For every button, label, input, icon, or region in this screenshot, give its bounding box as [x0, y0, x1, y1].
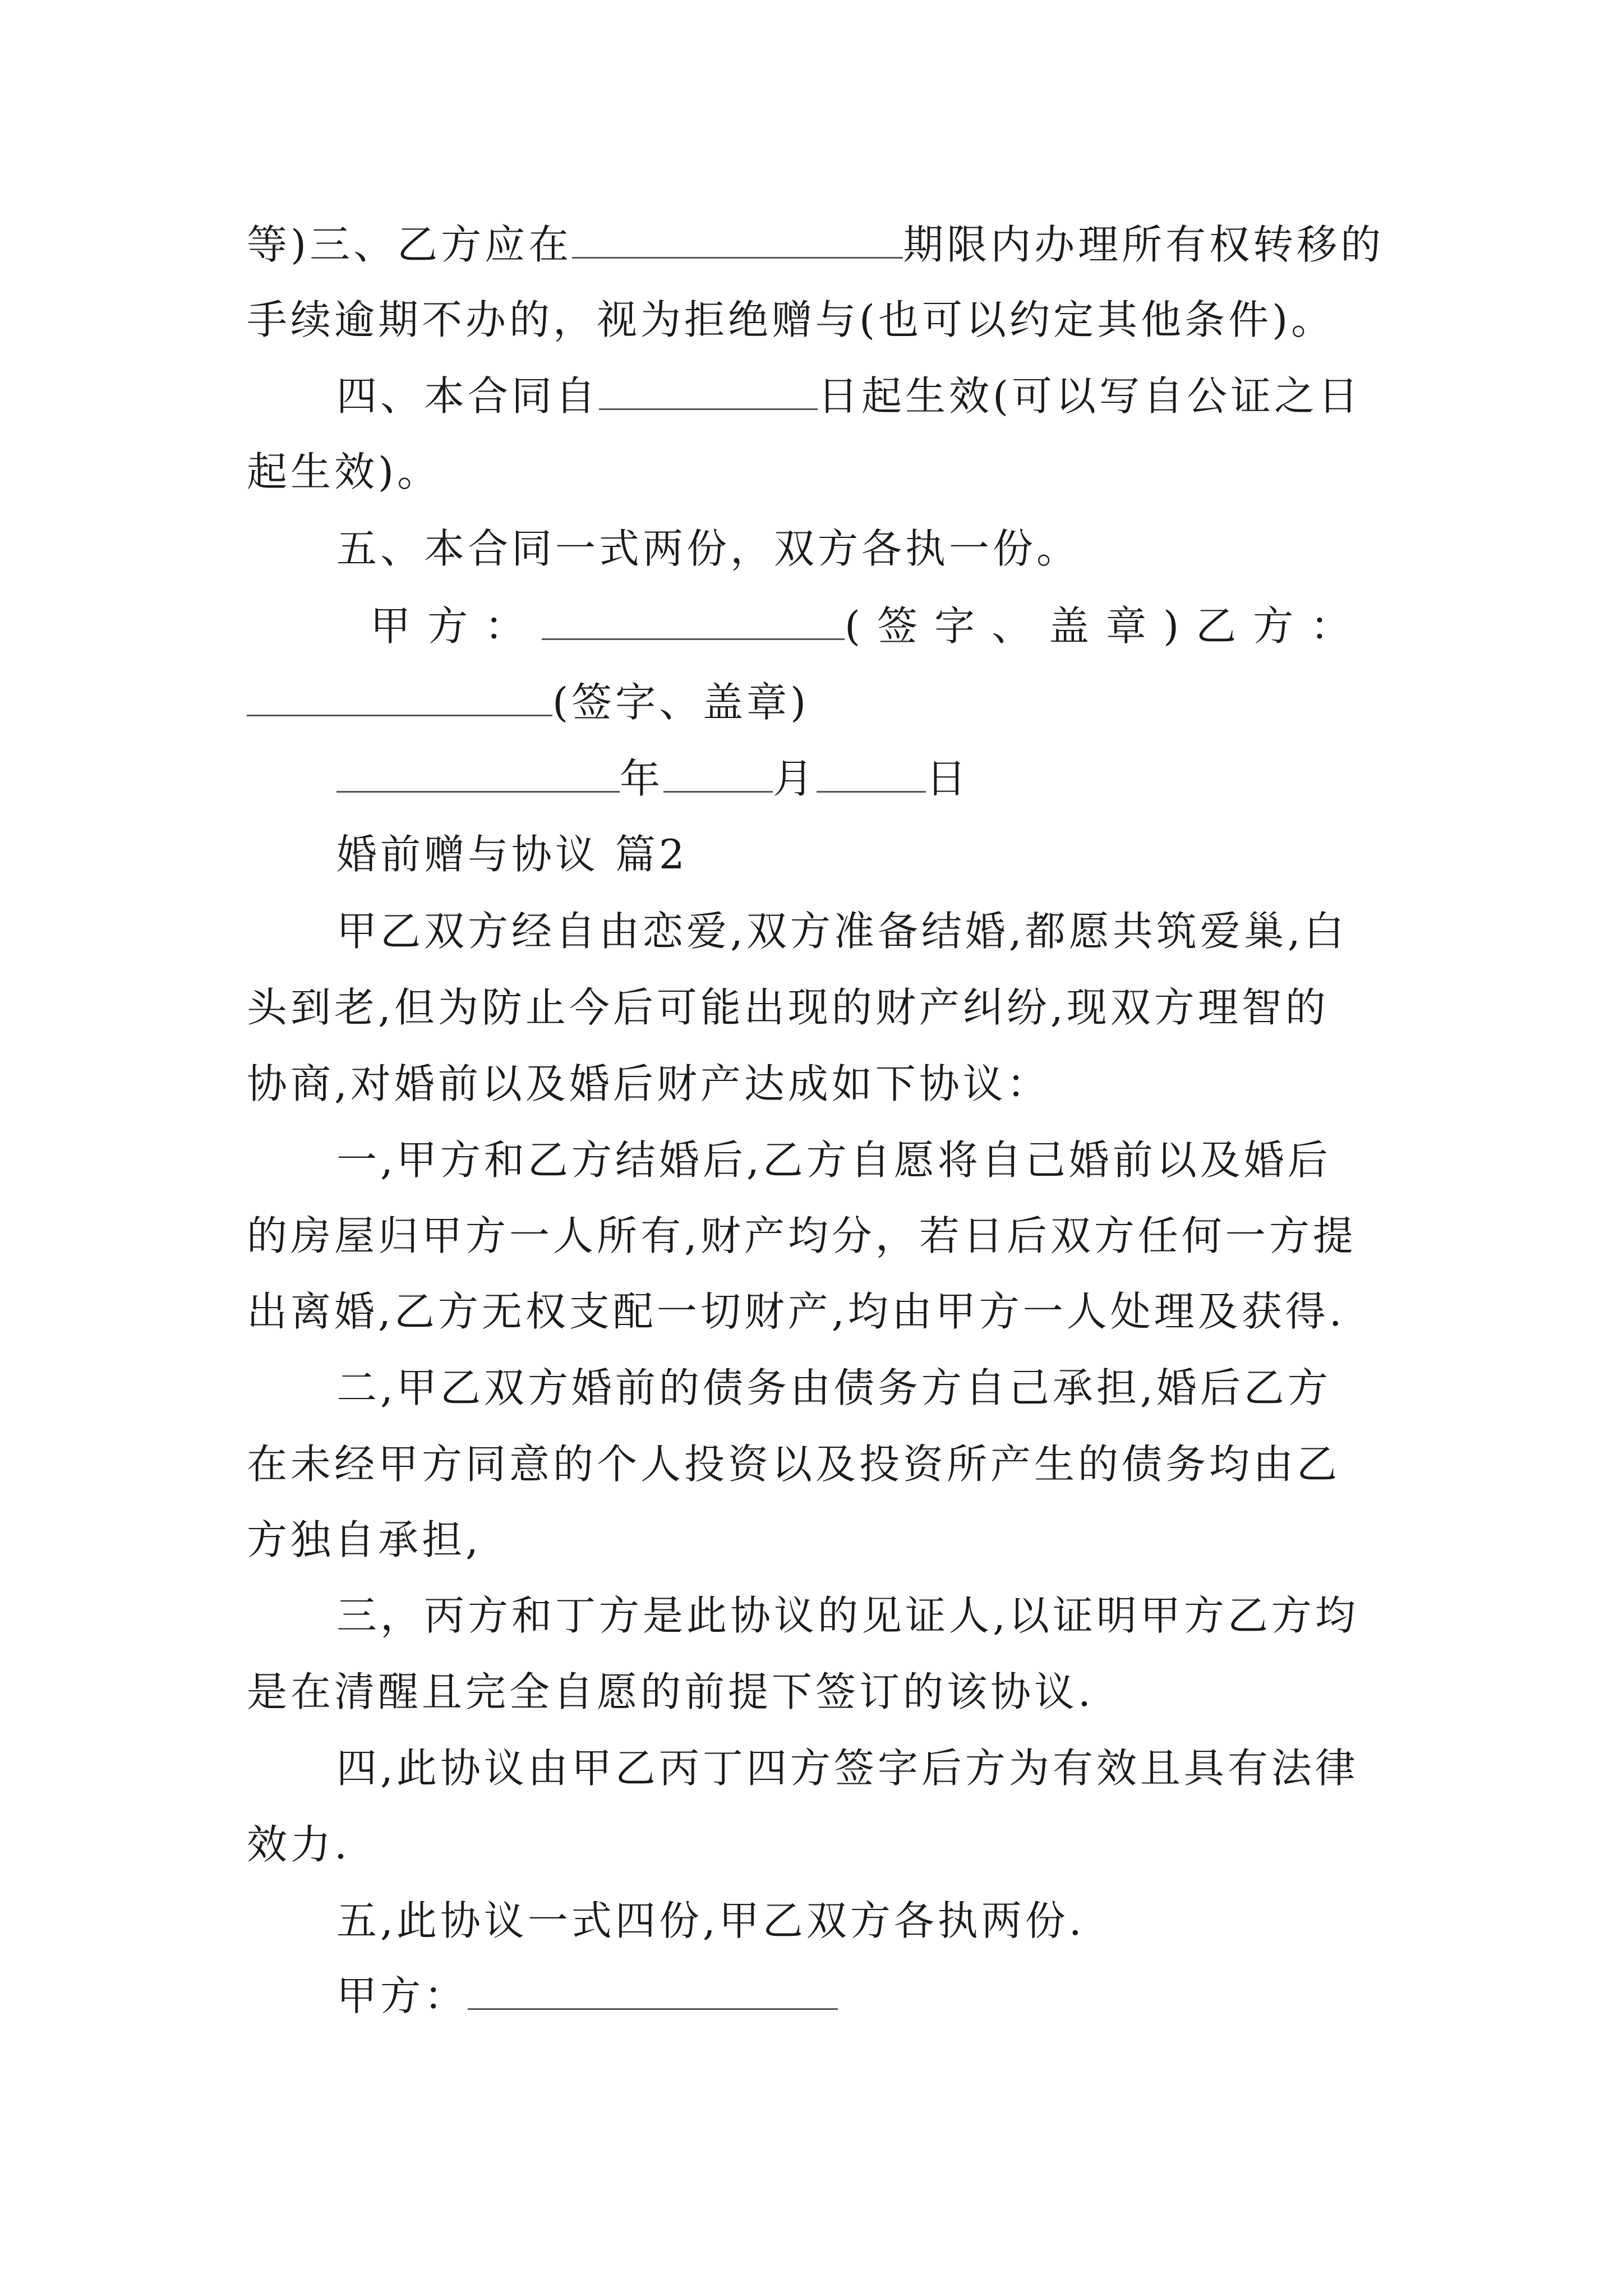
item1-line1: 一,甲方和乙方结婚后,乙方自愿将自己婚前以及婚后: [336, 1137, 1331, 1184]
clause3-post: 期限内办理所有权转移的: [903, 221, 1385, 268]
year-label: 年: [620, 755, 664, 802]
blank-field: [542, 599, 845, 640]
item2-line1: 二,甲乙双方婚前的债务由债务方自己承担,婚后乙方: [336, 1364, 1331, 1411]
clause4-post: 日起生效(可以写自公证之日: [818, 372, 1362, 420]
item2-line3: 方独自承担,: [247, 1516, 482, 1563]
final-party-a-label: 甲方：: [336, 1972, 468, 2019]
sign-mid: (签字、盖章)乙方：: [845, 602, 1368, 650]
clause5: 五、本合同一式两份，双方各执一份。: [336, 525, 1081, 572]
day-label: 日: [926, 755, 970, 802]
final-party-a-line: [336, 1969, 838, 2023]
section-title: 婚前赠与协议 篇2: [336, 831, 688, 878]
blank-field: [817, 752, 926, 793]
item4-line2: 效力.: [247, 1821, 351, 1868]
blank-field: [247, 675, 552, 716]
clause3-pre: 等)三、乙方应在: [247, 221, 573, 268]
clause3-line2: 手续逾期不办的，视为拒绝赠与(也可以约定其他条件)。: [247, 296, 1335, 343]
item3-line1: 三，丙方和丁方是此协议的见证人,以证明甲方乙方均: [336, 1592, 1359, 1639]
signature-line2: [247, 675, 809, 729]
blank-field: [599, 369, 818, 410]
intro-line1: 甲乙双方经自由恋爱,双方准备结婚,都愿共筑爱巢,白: [336, 908, 1348, 955]
item1-line3: 出离婚,乙方无权支配一切财产,均由甲方一人处理及获得.: [247, 1288, 1345, 1335]
clause4-line2: 起生效)。: [247, 448, 441, 495]
blank-field: [468, 1969, 838, 2010]
item1-line2: 的房屋归甲方一人所有,财产均分，若日后双方任何一方提: [247, 1212, 1357, 1259]
item4-line1: 四,此协议由甲乙丙丁四方签字后方为有效且具有法律: [336, 1745, 1359, 1792]
item3-line2: 是在清醒且完全自愿的前提下签订的该协议.: [247, 1668, 1094, 1715]
blank-field: [572, 218, 903, 259]
month-label: 月: [773, 755, 817, 802]
sign-end: (签字、盖章): [552, 679, 810, 726]
signature-line1: [370, 599, 1367, 653]
item2-line2: 在未经甲方同意的个人投资以及投资所产生的债务均由乙: [247, 1441, 1341, 1488]
clause4-pre: 四、本合同自: [336, 372, 600, 420]
item5: 五,此协议一式四份,甲乙双方各执两份.: [336, 1897, 1085, 1944]
intro-line2: 头到老,但为防止今后可能出现的财产纠纷,现双方理智的: [247, 984, 1329, 1031]
blank-field: [336, 752, 620, 793]
date-line: [336, 752, 970, 806]
intro-line3: 协商,对婚前以及婚后财产达成如下协议：: [247, 1060, 1050, 1107]
blank-field: [663, 752, 773, 793]
clause4-line1: [336, 369, 1362, 423]
party-a-label: 甲方：: [370, 602, 542, 650]
clause3-line1: [247, 218, 1384, 272]
